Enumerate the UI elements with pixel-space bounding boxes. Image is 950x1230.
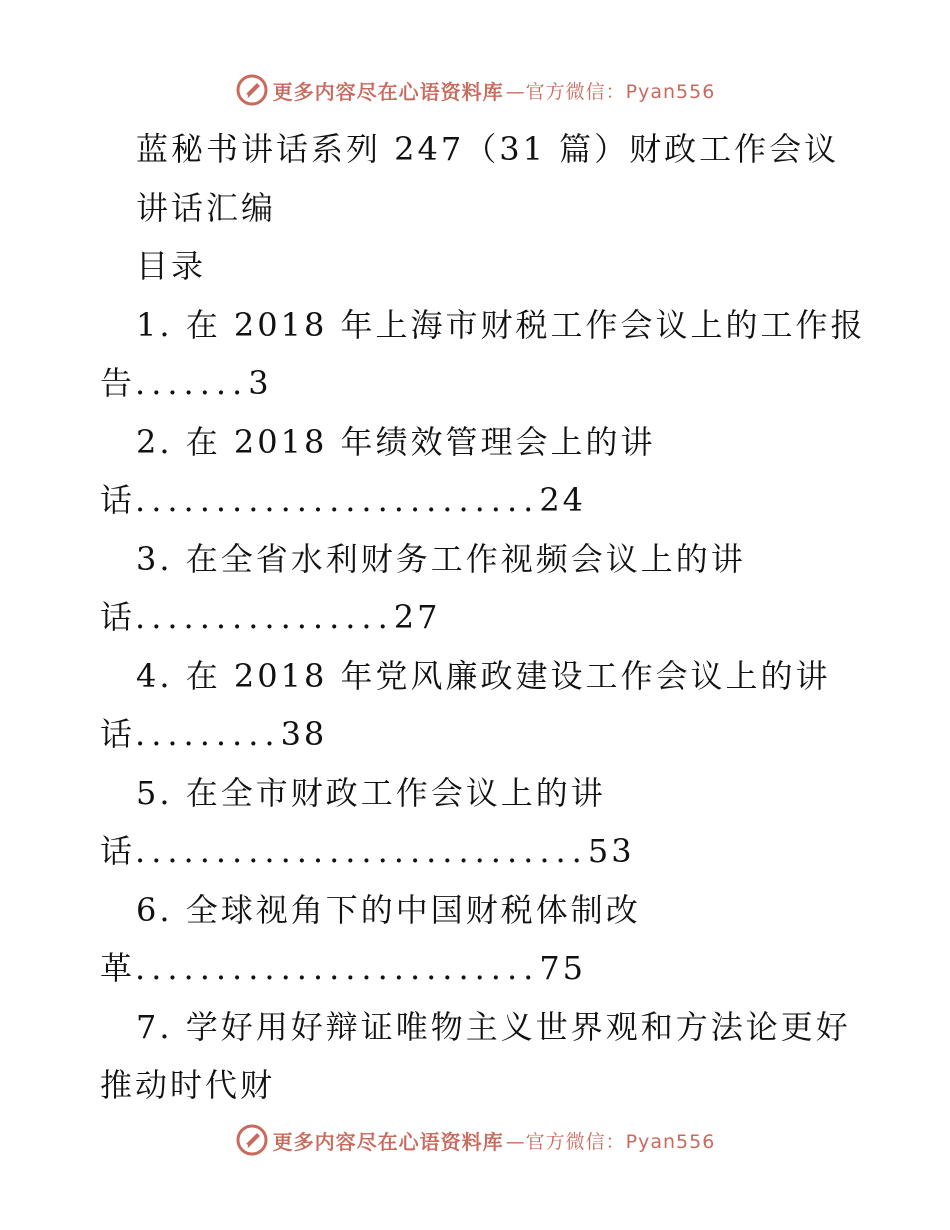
toc-entry-title: 4. 在 2018 年党风廉政建设工作会议上的讲 bbox=[136, 656, 831, 695]
toc-leader-dots: ....... bbox=[135, 364, 249, 402]
toc-entry-tail bbox=[100, 354, 860, 413]
toc-entry-4 bbox=[100, 647, 860, 764]
toc-entry-tail bbox=[100, 1056, 860, 1115]
toc-entry-5 bbox=[100, 764, 860, 881]
toc-entry-title-end: 推动时代财 bbox=[100, 1066, 276, 1104]
toc-entry-3 bbox=[100, 530, 860, 647]
watermark-banner-bottom bbox=[0, 1120, 950, 1160]
toc-entry-title-end: 革 bbox=[100, 949, 136, 987]
toc-page-number: 75 bbox=[539, 949, 587, 987]
watermark-official: —官方微信：Pyan556 bbox=[505, 1130, 716, 1153]
toc-entry-tail bbox=[100, 822, 860, 881]
toc-leader-dots: ......................... bbox=[135, 481, 540, 519]
pen-seal-icon bbox=[235, 1123, 269, 1157]
pen-seal-icon bbox=[235, 73, 269, 107]
toc-leader-dots: ................ bbox=[135, 598, 394, 636]
watermark-official: —官方微信：Pyan556 bbox=[505, 80, 716, 103]
toc-entry-title: 6. 全球视角下的中国财税体制改 bbox=[136, 890, 641, 929]
toc-entry-title: 7. 学好用好辩证唯物主义世界观和方法论更好 bbox=[136, 1007, 851, 1046]
toc-entry-title: 1. 在 2018 年上海市财税工作会议上的工作报 bbox=[136, 305, 866, 344]
toc-entry-title: 2. 在 2018 年绩效管理会上的讲 bbox=[136, 422, 656, 461]
toc-entry-title-end: 话 bbox=[100, 832, 136, 870]
toc-entry-tail bbox=[100, 588, 860, 647]
toc-entry-title: 5. 在全市财政工作会议上的讲 bbox=[136, 773, 606, 812]
toc-page-number: 27 bbox=[393, 598, 441, 636]
toc-entry-tail bbox=[100, 705, 860, 764]
watermark-text: 更多内容尽在心语资料库 bbox=[272, 1129, 504, 1154]
document-body bbox=[100, 120, 866, 1115]
watermark-banner-top bbox=[0, 70, 950, 110]
toc-entry-title-end: 话 bbox=[100, 598, 136, 636]
toc-entry-title: 3. 在全省水利财务工作视频会议上的讲 bbox=[136, 539, 746, 578]
toc-heading: 目录 bbox=[136, 247, 207, 285]
toc-page-number: 53 bbox=[587, 832, 635, 870]
toc-entry-1 bbox=[100, 296, 866, 413]
toc-entry-6 bbox=[100, 881, 860, 998]
toc-entry-title-end: 告 bbox=[100, 364, 136, 402]
toc-entry-7 bbox=[100, 998, 860, 1115]
toc-entry-title-end: 话 bbox=[100, 715, 136, 753]
toc-page-number: 3 bbox=[248, 364, 272, 402]
document-title-line1: 蓝秘书讲话系列 247（31 篇）财政工作会议 bbox=[136, 130, 840, 168]
toc-entry-title-end: 话 bbox=[100, 481, 136, 519]
toc-leader-dots: ............................ bbox=[135, 832, 588, 870]
toc-page-number: 38 bbox=[280, 715, 328, 753]
toc-entry-tail bbox=[100, 471, 860, 530]
toc-leader-dots: ......... bbox=[135, 715, 281, 753]
toc-page-number: 24 bbox=[539, 481, 587, 519]
toc-leader-dots: ......................... bbox=[135, 949, 540, 987]
toc-entry-2 bbox=[100, 413, 860, 530]
toc-entry-tail bbox=[100, 939, 860, 998]
watermark-text: 更多内容尽在心语资料库 bbox=[272, 79, 504, 104]
document-title-line2: 讲话汇编 bbox=[136, 188, 277, 227]
